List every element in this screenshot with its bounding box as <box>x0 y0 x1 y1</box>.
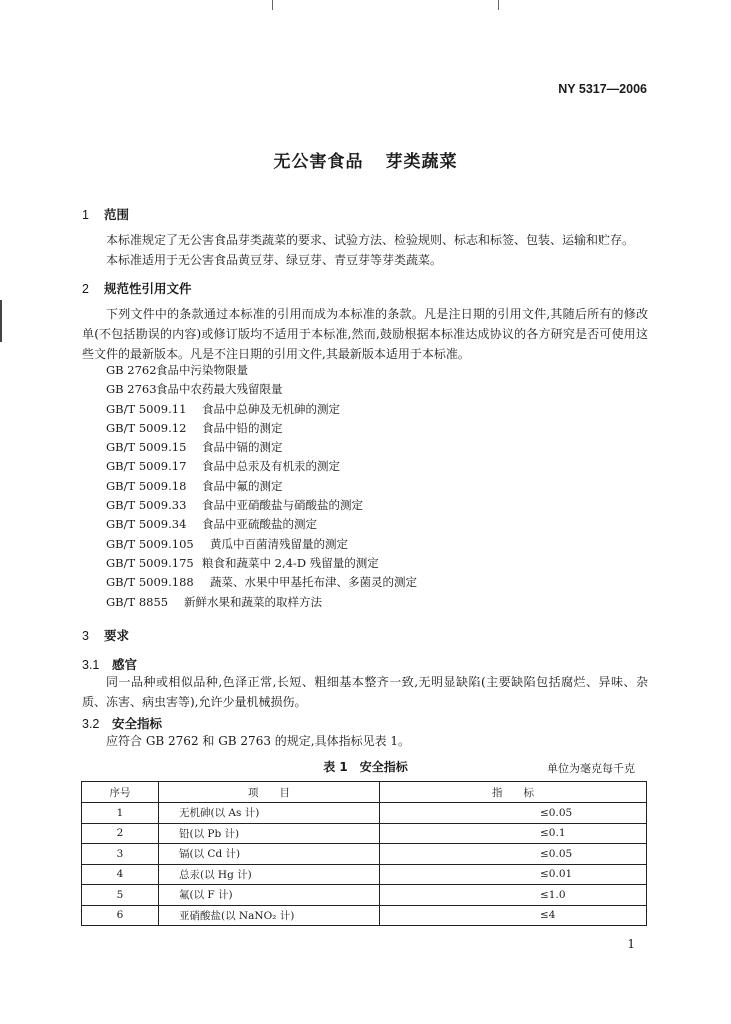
reference-item: GB/T 5009.175 粮食和蔬菜中 2,4-D 残留量的测定 <box>106 555 379 570</box>
reference-item: GB/T 5009.33 食品中亚硝酸盐与硝酸盐的测定 <box>106 498 363 513</box>
section-2-title: 规范性引用文件 <box>104 281 192 296</box>
reference-item: GB/T 5009.12 食品中铅的测定 <box>106 420 283 435</box>
section-3-title: 要求 <box>104 628 130 643</box>
section-3-2-paragraph: 应符合 GB 2762 和 GB 2763 的规定,具体指标见表 1。 <box>106 734 411 748</box>
section-3-2-number: 3.2 <box>82 717 100 731</box>
reference-item: GB/T 5009.17 食品中总汞及有机汞的测定 <box>106 459 340 474</box>
section-3-heading <box>82 626 129 644</box>
section-3-2-title: 安全指标 <box>112 716 163 731</box>
document-title <box>0 147 731 172</box>
section-1-title: 范围 <box>104 207 130 222</box>
table-row: 2 铅(以 Pb 计) ≤0.1 <box>82 823 647 844</box>
reference-item: GB/T 5009.34 食品中亚硫酸盐的测定 <box>106 517 317 532</box>
scan-mark-right <box>498 0 499 10</box>
table-row: 3 镉(以 Cd 计) ≤0.05 <box>82 844 647 865</box>
title-part-1: 无公害食品 <box>273 152 364 172</box>
section-2-heading <box>82 279 192 297</box>
section-3-1-number: 3.1 <box>82 658 100 672</box>
table-header-row <box>82 782 647 803</box>
reference-item: GB/T 8855 新鲜水果和蔬菜的取样方法 <box>106 594 322 609</box>
scan-mark-left <box>272 0 273 10</box>
section-3-1-paragraph: 同一品种或相似品种,色泽正常,长短、粗细基本整齐一致,无明显缺陷(主要缺陷包括腐烂、异味、杂质、冻害、病虫害等),允许少量机械损伤。 <box>82 675 648 709</box>
section-2-paragraph: 下列文件中的条款通过本标准的引用而成为本标准的条款。凡是注日期的引用文件,其随后所有的修改单(不包括勘误的内容)或修订版均不适用于本标准,然而,鼓励根据本标准达成协议的各方研究是否可使用这些文件的最新版本。凡是不注日期的引用文件,其最新版本适用于本标准。 <box>82 307 648 361</box>
reference-item: GB/T 5009.188 蔬菜、水果中甲基托布津、多菌灵的测定 <box>106 575 417 590</box>
section-3-1-body <box>82 672 648 712</box>
scan-mark-edge <box>0 300 2 342</box>
table-row: 1 无机砷(以 As 计) ≤0.05 <box>82 803 647 824</box>
header-item: 项 目 <box>159 782 380 803</box>
reference-item: GB 2763食品中农药最大残留限量 <box>106 382 283 397</box>
section-1-body <box>82 230 648 270</box>
safety-table <box>81 781 647 926</box>
reference-item: GB/T 5009.11 食品中总砷及无机砷的测定 <box>106 401 340 416</box>
table-row: 6 亚硝酸盐(以 NaNO₂ 计) ≤4 <box>82 905 647 926</box>
title-part-2: 芽类蔬菜 <box>385 152 458 172</box>
header-limit: 指 标 <box>380 782 647 803</box>
section-3-1-title: 感官 <box>112 657 138 672</box>
section-1-paragraph-2: 本标准适用于无公害食品黄豆芽、绿豆芽、青豆芽等芽类蔬菜。 <box>106 253 443 267</box>
section-1-heading <box>82 205 129 223</box>
table-unit: 单位为毫克每千克 <box>547 762 635 775</box>
section-3-2-body <box>106 731 410 751</box>
table-row: 4 总汞(以 Hg 计) ≤0.01 <box>82 864 647 885</box>
section-3-number: 3 <box>82 629 89 643</box>
page-number: 1 <box>627 937 635 951</box>
section-2-body <box>82 304 648 364</box>
table-caption: 表 1 安全指标 <box>323 760 408 774</box>
section-1-paragraph-1: 本标准规定了无公害食品芽类蔬菜的要求、试验方法、检验规则、标志和标签、包装、运输和贮存。 <box>106 233 635 247</box>
reference-list <box>106 361 417 612</box>
standard-number: NY 5317—2006 <box>558 82 647 96</box>
section-3-2-heading <box>82 714 162 732</box>
header-seq: 序号 <box>82 782 159 803</box>
reference-item: GB/T 5009.15 食品中镉的测定 <box>106 440 283 455</box>
table-row: 5 氟(以 F 计) ≤1.0 <box>82 885 647 906</box>
reference-item: GB/T 5009.105 黄瓜中百菌清残留量的测定 <box>106 536 348 551</box>
reference-item: GB 2762食品中污染物限量 <box>106 363 248 377</box>
section-3-1-heading <box>82 655 137 673</box>
section-2-number: 2 <box>82 282 89 296</box>
reference-item: GB/T 5009.18 食品中氟的测定 <box>106 478 283 493</box>
section-1-number: 1 <box>82 208 89 222</box>
